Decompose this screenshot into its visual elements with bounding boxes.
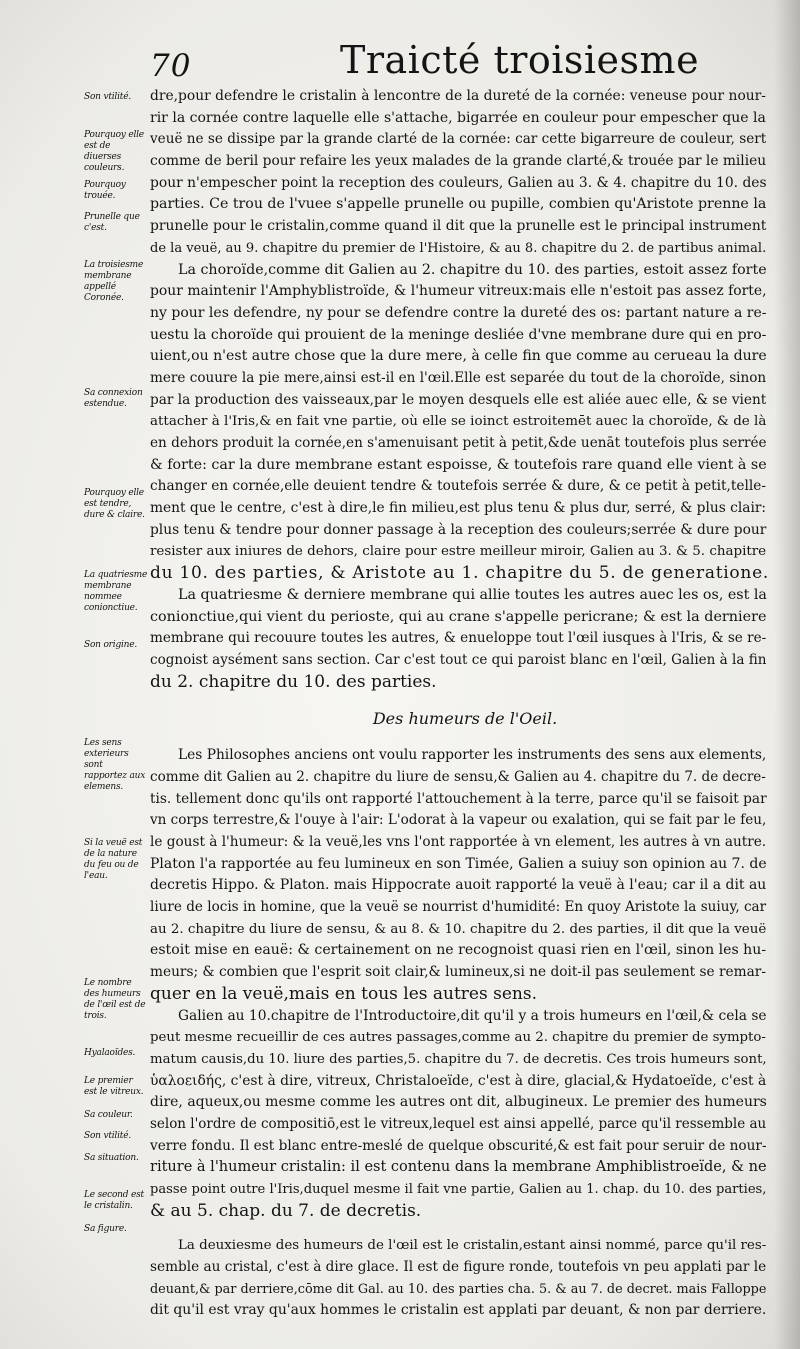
body-line: comme de beril pour refaire les yeux malades de la grande clarté,& trouée par le milieu bbox=[150, 153, 767, 170]
body-line: Les Philosophes anciens ont voulu rapporter les instruments des sens aux elements, bbox=[178, 747, 767, 764]
body-line: verre fondu. Il est blanc entre-meslé de quelque obscurité,& est fait pour seruir de nour- bbox=[150, 1137, 767, 1154]
margin-note: Le premier est le vitreux. bbox=[84, 1076, 144, 1097]
body-line: semble au cristal, c'est à dire glace. Il est de figure ronde, toutefois vn peu applati par le bbox=[150, 1259, 767, 1276]
text-column bbox=[150, 86, 770, 1322]
body-line: parties. Ce trou de l'vuee s'appelle prunelle ou pupille, combien qu'Aristote prenne la bbox=[150, 196, 767, 213]
margin-note: Prunelle que c'est. bbox=[84, 212, 140, 233]
body-line: Galien au 10.chapitre de l'Introductoire,dit qu'il y a trois humeurs en l'œil,& cela se bbox=[178, 1007, 767, 1024]
margin-note: Sa situation. bbox=[84, 1153, 139, 1163]
body-line: par la production des vaisseaux,par le moyen desquels elle est aliée auec elle, & se vient bbox=[150, 391, 767, 408]
margin-note: Son vtilité. bbox=[84, 1131, 131, 1141]
body-line: cognoist aysément sans section. Car c'est tout ce qui paroist blanc en l'œil, Galien à la fin bbox=[150, 651, 767, 668]
body-line: veuë ne se dissipe par la grande clarté de la cornée: car cette bigarreure de couleur, sert bbox=[150, 131, 767, 148]
margin-note: Hyalaoïdes. bbox=[84, 1048, 136, 1058]
margin-note: La troisiesme membrane appellé Coronée. bbox=[84, 260, 144, 303]
body-line: deuant,& par derriere,cōme dit Gal. au 10. des parties cha. 5. & au 7. de decret. mais Falloppe bbox=[150, 1281, 767, 1297]
body-line: dire, aqueux,ou mesme comme les autres ont dit, albugineux. Le premier des humeurs bbox=[150, 1094, 767, 1111]
body-line: ny pour les defendre, ny pour se defendre contre la dureté des os: partant nature a re- bbox=[150, 304, 767, 321]
body-line: tis. tellement donc qu'ils ont rapporté l'attouchement à la terre, parce qu'il se faisoit par bbox=[150, 790, 767, 807]
body-line: meurs; & combien que l'esprit soit clair,& lumineux,si ne doit-il pas seulement se remar- bbox=[150, 964, 766, 981]
body-line: rir la cornée contre laquelle elle s'attache, bigarrée en couleur pour empescher que la bbox=[150, 109, 766, 126]
body-line: estoit mise en eauë: & certainement on ne recognoist quasi rien en l'œil, sinon les hu- bbox=[150, 942, 767, 959]
margin-note: Sa couleur. bbox=[84, 1110, 133, 1120]
body-line: en dehors produit la cornée,en s'amenuisant petit à petit,&de uenāt toutefois plus serrée bbox=[150, 435, 767, 451]
body-line: du 2. chapitre du 10. des parties. bbox=[150, 671, 437, 692]
body-line: passe point outre l'Iris,duquel mesme il fait vne partie, Galien au 1. chap. du 10. des parties, bbox=[150, 1182, 767, 1197]
body-line: dit qu'il est vray qu'aux hommes le cristalin est applati par deuant, & non par derriere. bbox=[150, 1302, 767, 1319]
paragraph-gap bbox=[150, 1222, 770, 1235]
body-line: La quatriesme & derniere membrane qui allie toutes les autres auec les os, est la bbox=[178, 586, 767, 603]
margin-note: Si la veuë est de la nature du feu ou de l'eau. bbox=[84, 838, 143, 881]
body-line: La deuxiesme des humeurs de l'œil est le cristalin,estant ainsi nommé, parce qu'il res- bbox=[178, 1238, 767, 1254]
body-line: attacher à l'Iris,& en fait vne partie, où elle se ioinct estroitemēt auec la choroïde, & de là bbox=[150, 414, 767, 430]
body-line: matum causis,du 10. liure des parties,5. chapitre du 7. de decretis. Ces trois humeurs sont, bbox=[150, 1051, 767, 1067]
body-line: conionctiue,qui vient du perioste, qui au crane s'appelle pericrane; & est la derniere bbox=[150, 608, 767, 625]
body-line: membrane qui recouure toutes les autres, & enueloppe tout l'œil iusques à l'Iris, & se re- bbox=[150, 630, 767, 647]
body-line: prunelle pour le cristalin,comme quand il dit que la prunelle est le principal instrument bbox=[150, 218, 767, 235]
body-line: peut mesme recueillir de ces autres passages,comme au 2. chapitre du premier de sympto- bbox=[150, 1030, 766, 1046]
body-line: pour maintenir l'Amphyblistroïde, & l'humeur vitreux:mais elle n'estoit pas assez forte, bbox=[150, 283, 767, 300]
body-line: mere couure la pie mere,ainsi est-il en l'œil.Elle est separée du tout de la choroïde, sinon bbox=[150, 369, 767, 386]
margin-note: Sa figure. bbox=[84, 1224, 127, 1234]
margin-note: Son vtilité. bbox=[84, 92, 131, 102]
margin-note: Sa connexion estendue. bbox=[84, 388, 143, 409]
body-line: du 10. des parties, & Aristote au 1. chapitre du 5. de generatione. bbox=[150, 563, 769, 584]
body-line: Platon l'a rapportée au feu lumineux en son Timée, Galien a suiuy son opinion au 7. de bbox=[150, 855, 767, 872]
running-title: Traicté troisiesme bbox=[340, 38, 700, 82]
body-line: plus tenu & tendre pour donner passage à la reception des couleurs;serrée & dure pour bbox=[150, 521, 767, 538]
margin-note: Son origine. bbox=[84, 640, 138, 650]
margin-note: Le second est le cristalin. bbox=[84, 1190, 144, 1211]
body-line: La choroïde,comme dit Galien au 2. chapitre du 10. des parties, estoit assez forte bbox=[178, 261, 767, 278]
margin-note: Le nombre des humeurs de l'œil est de trois. bbox=[84, 978, 146, 1021]
body-line: uient,ou n'est autre chose que la dure mere, à celle fin que comme au cerueau la dure bbox=[150, 348, 767, 365]
body-line: ment que le centre, c'est à dire,le fin milieu,est plus tenu & plus dur, serré, & plus clair: bbox=[150, 500, 767, 517]
margin-note: Pourquoy trouée. bbox=[84, 180, 126, 201]
page-edge-shadow bbox=[774, 0, 800, 1349]
body-line: liure de locis in homine, que la veuë se nourrist d'humidité: En quoy Aristote la suiuy, car bbox=[150, 899, 767, 916]
section-heading: Des humeurs de l'Oeil. bbox=[372, 709, 558, 729]
body-line: & forte: car la dure membrane estant espoisse, & toutefois rare quand elle vient à se bbox=[150, 456, 767, 473]
body-line: decretis Hippo. & Platon. mais Hippocrate auoit rapporté la veuë à l'eau; car il a dit au bbox=[150, 877, 767, 894]
body-line: ὑαλοειδής, c'est à dire, vitreux, Christaloeïde, c'est à dire, glacial,& Hydatoeïde, c'est à bbox=[150, 1072, 767, 1089]
body-line: resister aux iniures de dehors, claire pour estre meilleur miroir, Galien au 3. & 5. chapitre bbox=[150, 544, 767, 560]
margin-note: Les sens exterieurs sont rapportez aux elemens. bbox=[84, 738, 146, 792]
body-line: le goust à l'humeur: & la veuë,les vns l'ont rapportée à vn element, les autres à vn autre. bbox=[150, 834, 767, 850]
body-line: dre,pour defendre le cristalin à lencontre de la dureté de la cornée: veneuse pour nour- bbox=[150, 88, 766, 104]
body-line: uestu la choroïde qui prouient de la meninge desliée d'vne membrane dure qui en pro- bbox=[150, 326, 767, 343]
margin-note: La quatriesme membrane nommee conionctiue. bbox=[84, 570, 148, 613]
body-line: de la veuë, au 9. chapitre du premier de l'Histoire, & au 8. chapitre du 2. de partibus animal. bbox=[150, 240, 767, 256]
body-line: riture à l'humeur cristalin: il est contenu dans la membrane Amphiblistroeïde, & ne bbox=[150, 1159, 767, 1176]
body-line: au 2. chapitre du liure de sensu, & au 8. & 10. chapitre du 2. des parties, il dit que la veuë bbox=[150, 921, 767, 937]
body-line: changer en cornée,elle deuient tendre & toutefois serrée & dure, & ce petit à petit,telle- bbox=[150, 478, 766, 495]
body-line: quer en la veuë,mais en tous les autres sens. bbox=[150, 983, 537, 1004]
body-line: selon l'ordre de compositiō,est le vitreux,lequel est ainsi appellé, parce qu'il ressemble au bbox=[150, 1115, 767, 1132]
body-line: pour n'empescher point la reception des couleurs, Galien au 3. & 4. chapitre du 10. des bbox=[150, 174, 767, 191]
body-line: comme dit Galien au 2. chapitre du liure de sensu,& Galien au 4. chapitre du 7. de decre- bbox=[150, 768, 766, 785]
page-number: 70 bbox=[150, 48, 192, 84]
body-line: vn corps terrestre,& l'ouye à l'air: L'odorat à la vapeur ou exalation, qui se fait par le feu, bbox=[150, 812, 767, 829]
margin-note: Pourquoy elle est tendre, dure & claire. bbox=[84, 488, 145, 520]
body-line: & au 5. chap. du 7. de decretis. bbox=[150, 1200, 422, 1221]
margin-note: Pourquoy elle est de diuerses couleurs. bbox=[84, 130, 144, 173]
